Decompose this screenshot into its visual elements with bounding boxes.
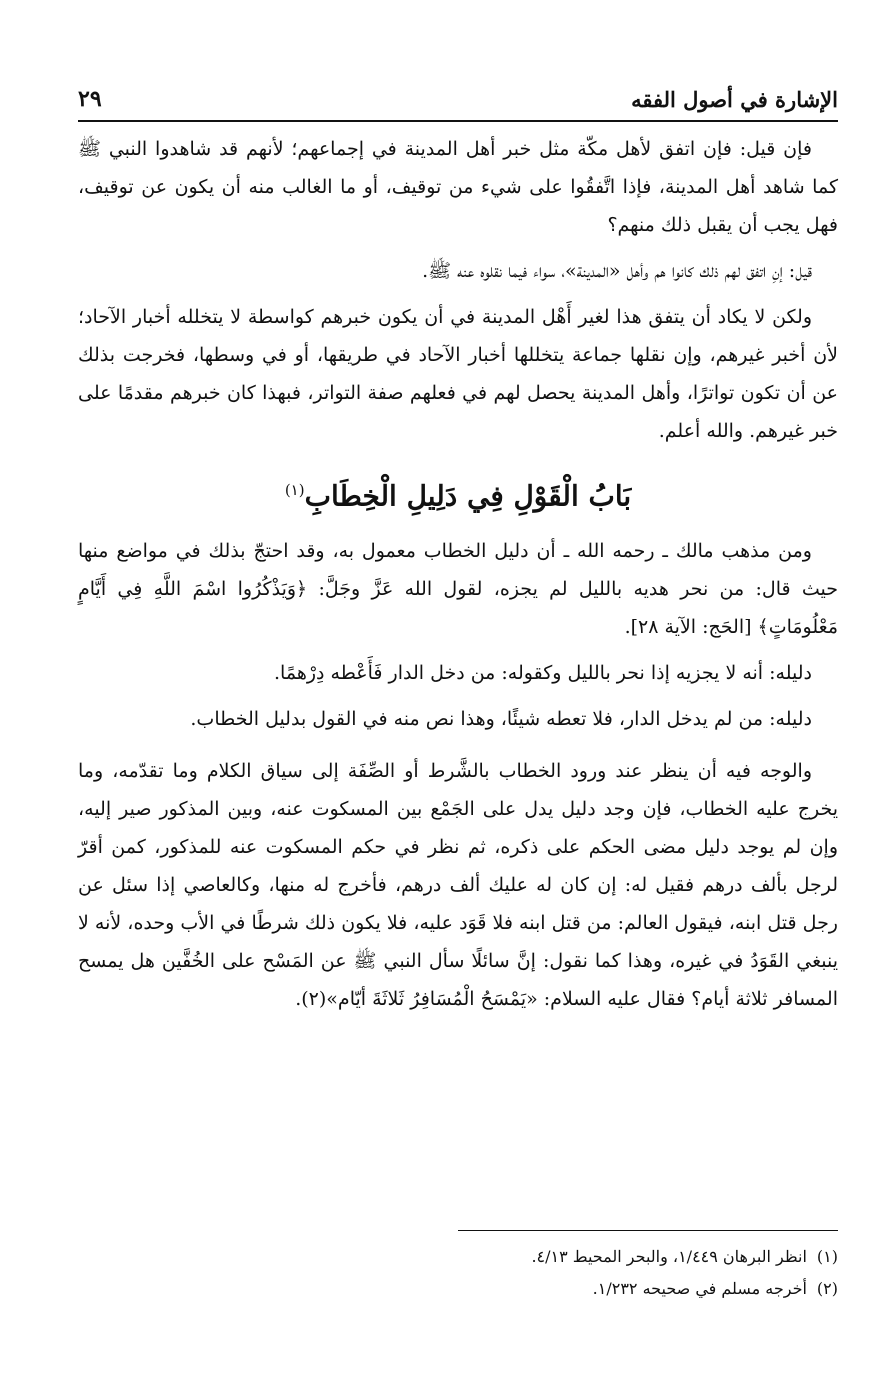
paragraph-explanation: ولكن لا يكاد أن يتفق هذا لغير أَهْل المدينة في أن يكون خبرهم كواسطة لا يتخلله أخبار الآحاد؛ لأن أخبر غيرهم، وإن نقلها جماعة يتخللها أخبار الآحاد في طريقها، أو في وسطها، فخرجت بذلك عن أن تكون تواترًا، وأهل المدينة يحصل لهم في فعلهم صفة التواتر، فبهذا كان خبرهم مقدمًا على خبر غيرهم. والله أعلم.	[78, 306, 838, 442]
footnote-2	[78, 1273, 838, 1305]
footnote-2-number: (٢)	[816, 1279, 838, 1298]
paragraph-evidence-1: دليله: أنه لا يجزيه إذا نحر بالليل وكقوله: من دخل الدار فَأَعْطه دِرْهمًا.	[274, 662, 812, 685]
footnote-1-number: (١)	[816, 1247, 838, 1266]
body-text	[78, 130, 838, 1018]
footnote-divider	[458, 1230, 838, 1231]
chapter-heading	[78, 468, 838, 518]
paragraph-answer: قيل: إنِ اتفق لهم ذلك كانوا هم وأهل «المدينة»، سواء فيما نقلوه عنه ﷺ.	[422, 260, 812, 282]
footnote-1-text: انظر البرهان ١/٤٤٩، والبحر المحيط ٤/١٣.	[531, 1247, 807, 1266]
paragraph-malik: ومن مذهب مالك ـ رحمه الله ـ أن دليل الخطاب معمول به، وقد احتجّ بذلك في مواضع منها حيث قال: من نحر هديه بالليل لم يجزه، لقول الله عَزَّ وجَلَّ: ﴿وَيَذْكُرُوا اسْمَ اللَّهِ فِي أَيَّامٍ مَعْلُومَاتٍ﴾ [الحَج: الآية ٢٨].	[78, 540, 838, 639]
page-number: ٢٩	[78, 86, 102, 112]
book-title: الإشارة في أصول الفقه	[631, 87, 838, 112]
book-page	[78, 78, 838, 1018]
chapter-footnote-ref: (١)	[284, 481, 305, 499]
footnote-2-text: أخرجه مسلم في صحيحه ١/٢٣٢.	[592, 1279, 807, 1298]
paragraph-question: فإن قيل: فإن اتفق لأهل مكّة مثل خبر أهل المدينة في إجماعهم؛ لأنهم قد شاهدوا النبي ﷺ كما شاهد أهل المدينة، فإذا اتَّفقُوا على شيء من توقيف، أو ما الغالب منه أن يكون عن توقيف، فهل يجب أن يقبل ذلك منهم؟	[78, 138, 838, 236]
running-header	[78, 78, 838, 122]
paragraph-evidence-2: دليله: من لم يدخل الدار، فلا تعطه شيئًا، وهذا نص منه في القول بدليل الخطاب.	[190, 708, 812, 731]
footnote-1	[78, 1241, 838, 1273]
chapter-title: بَابُ الْقَوْلِ فِي دَلِيلِ الْخِطَابِ	[304, 479, 632, 513]
paragraph-method: والوجه فيه أن ينظر عند ورود الخطاب بالشَّرط أو الصِّفَة إلى سياق الكلام وما تقدّمه، وما يخرج عليه الخطاب، فإن وجد دليل يدل على الجَمْع بين المسكوت عنه، وبين المذكور صير إليه، وإن لم يوجد دليل مضى الحكم على ذكره، ثم نظر في حكم المسكوت عنه للمذكور، كمن أقرّ لرجل بألف درهم فقيل له: إن كان له عليك ألف درهم، فأخرج له منها، وكالعاصي إذا سئل عن رجل قتل ابنه، فيقول العالم: من قتل ابنه فلا قَوَد عليه، فلا يكون ذلك شرطًا في الأب وحده، لأنه لا ينبغي القَوَدُ في غيره، وهذا كما نقول: إنَّ سائلًا سأل النبي ﷺ عن المَسْح على الخُفَّين هل يمسح المسافر ثلاثة أيام؟ فقال عليه السلام: «يَمْسَحُ الْمُسَافِرُ ثَلاثَةَ أيّام»(٢).	[78, 760, 838, 1011]
footnotes	[78, 1230, 838, 1305]
